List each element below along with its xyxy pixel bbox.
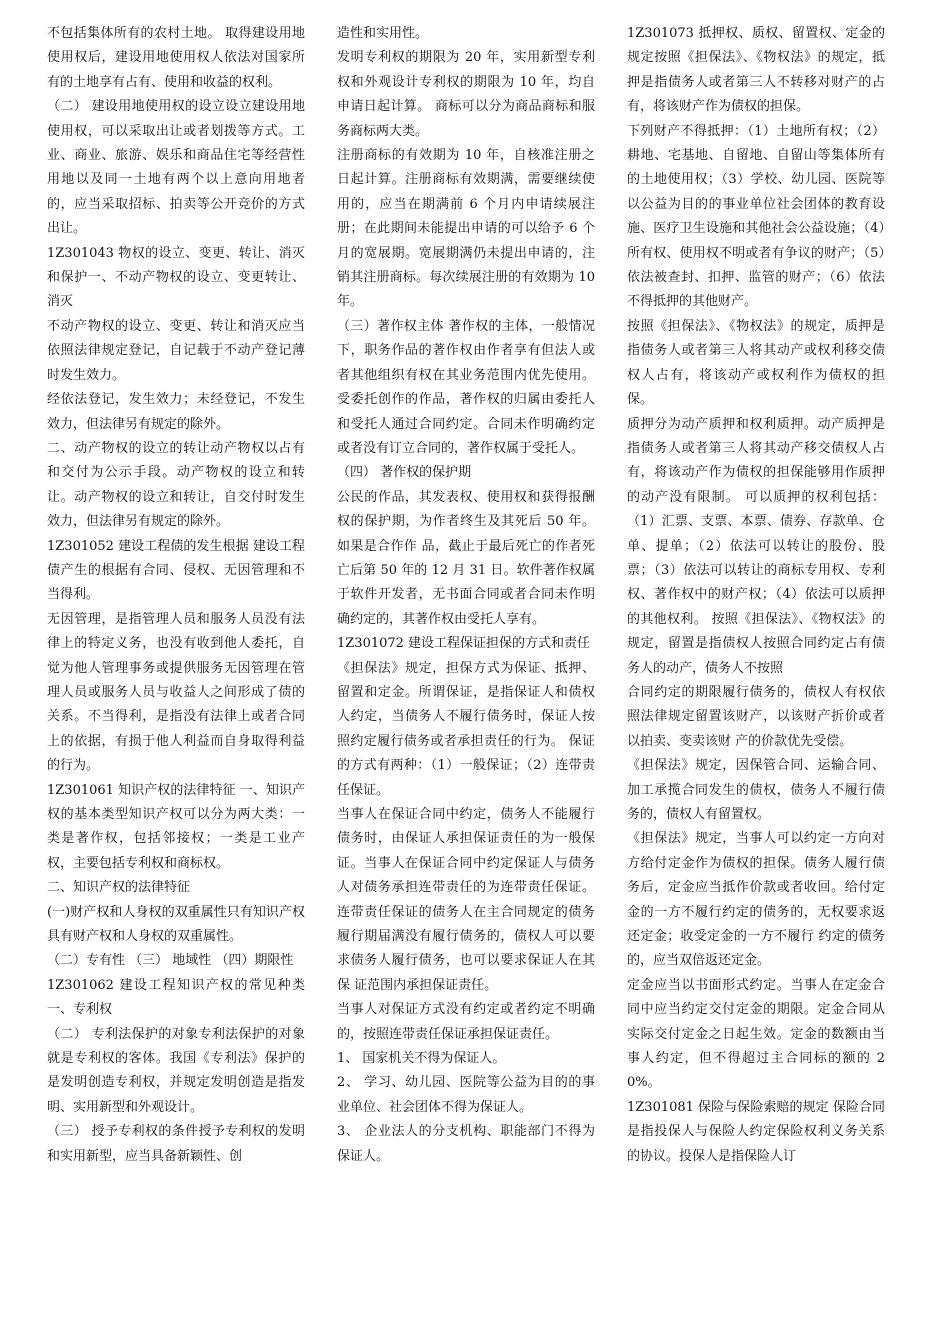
text-column-2	[337, 22, 595, 1169]
text-column-1	[47, 22, 305, 1169]
paragraph: 3、 企业法人的分支机构、职能部门不得为保证人。	[337, 1124, 595, 1164]
paragraph: 2、 学习、幼儿园、医院等公益为目的的事业单位、社会团体不得为保证人。	[337, 1075, 595, 1115]
paragraph: 二、知识产权的法律特征	[47, 880, 191, 896]
paragraph: 合同约定的期限履行债务的，债权人有权依照法律规定留置该财产，以该财产折价或者以拍卖、变卖该财 产的价款优先受偿。	[627, 684, 885, 749]
paragraph: （二）专有性 （三） 地域性 （四）期限性	[47, 953, 294, 969]
paragraph: 《担保法》规定，因保管合同、运输合同、加工承揽合同发生的债权，债务人不履行债务的，债权人有留置权。	[627, 758, 885, 822]
paragraph: 二、动产物权的设立的转让动产物权以占有和交付为公示手段。动产物权的设立和转让。动产物权的设立和转让，自交付时发生效力，但法律另有规定的除外。	[47, 440, 305, 530]
paragraph: 下列财产不得抵押：（1）土地所有权；（2）耕地、宅基地、自留地、自留山等集体所有的土地使用权；（3）学校、幼儿园、医院等以公益为目的的事业单位社会团体的教育设施、医疗卫生设施和其他社会公益设施；（4）所有权、使用权不明或者有争议的财产；（5）依法被查封、扣押、监管的财产；（6）依法不得抵押的其他财产。	[627, 123, 885, 310]
paragraph: 无因管理，是指管理人员和服务人员没有法律上的特定义务，也没有收到他人委托，自觉为他人管理事务或提供服务无因管理在管理人员或服务人员与收益人之间形成了债的关系。不当得利，是指没有法律上或者合同上的依据，有损于他人利益而自身取得利益的行为。	[47, 611, 305, 774]
paragraph: 不包括集体所有的农村土地。 取得建设用地使用权后，建设用地使用权人依法对国家所有的土地享有占有、使用和收益的权利。	[47, 26, 305, 90]
paragraph: 1Z301072 建设工程保证担保的方式和责任	[337, 636, 591, 652]
paragraph: 1Z301062 建设工程知识产权的常见种类一、专利权	[47, 977, 305, 1018]
paragraph: （三）著作权主体 著作权的主体，一般情况下，职务作品的著作权由作者享有但法人或者其他组织有权在其业务范围内优先使用。 受委托创作的作品，著作权的归属由委托人和受托人通过合同约定。合同未作明确约定或者没有订立合同的，著作权属于受托人。	[337, 318, 595, 456]
paragraph: 发明专利权的期限为 20 年，实用新型专利权和外观设计专利权的期限为 10 年，均自申请日起计算。 商标可以分为商品商标和服务商标两大类。	[337, 50, 595, 139]
paragraph: 注册商标的有效期为 10 年，自核准注册之日起计算。注册商标有效期满，需要继续使用的，应当在期满前 6 个月内申请续展注册；在此期间未能提出申请的可以给予 6 个月的宽展期。宽展期满仍未提出申请的，注销其注册商标。每次续展注册的有效期为 10 年。	[337, 148, 595, 310]
paragraph: 1Z301073 抵押权、质权、留置权、定金的规定按照《担保法》、《物权法》的规定，抵押是指债务人或者第三人不转移对财产的占有，将该财产作为债权的担保。	[627, 26, 885, 115]
paragraph: (一)财产权和人身权的双重属性只有知识产权具有财产权和人身权的双重属性。	[47, 904, 305, 945]
text-column-3	[627, 22, 885, 1169]
paragraph: 质押分为动产质押和权利质押。动产质押是指债务人或者第三人将其动产移交债权人占有，将该动产作为债权的担保能够用作质押的动产没有限制。 可以质押的权利包括：（1）汇票、支票、本票、债券、存款单、仓单、提单；（2）依法可以转让的股份、股票；（3）依法可以转让的商标专用权、专利权、著作权中的财产权；（4）依法可以质押的其他权利。 按照《担保法》、《物权法》的规定，留置是指债权人按照合同约定占有债务人的动产，债务人不按照	[627, 416, 885, 676]
paragraph: 公民的作品，其发表权、使用权和获得报酬权的保护期，为作者终生及其死后 50 年。如果是合作作 品，截止于最后死亡的作者死亡后第 50 年的 12 月 31 日。软件著作权属于软件开发者，无书面合同或者合同未作明确约定的，其著作权由受托人享有。	[337, 489, 595, 627]
paragraph: 1Z301081 保险与保险索赔的规定 保险合同是指投保人与保险人约定保险权利义务关系的协议。投保人是指保险人订	[627, 1099, 885, 1164]
paragraph: 《担保法》规定，当事人可以约定一方向对方给付定金作为债权的担保。债务人履行债务后，定金应当抵作价款或者收回。给付定金的一方不履行约定的债务的，无权要求返还定金；收受定金的一方不履行 约定的债务的，应当双倍返还定金。	[627, 831, 885, 969]
paragraph: 1Z301052 建设工程债的发生根据 建设工程债产生的根据有合同、侵权、无因管理和不当得利。	[47, 538, 305, 603]
paragraph: （四） 著作权的保护期	[337, 465, 472, 481]
paragraph: 造性和实用性。	[337, 26, 429, 41]
paragraph: （二） 建设用地使用权的设立设立建设用地使用权，可以采取出让或者划拨等方式。工业、商业、旅游、娱乐和商品住宅等经营性用地以及同一土地有两个以上意向用地者的，应当采取招标、拍卖等公开竞价的方式出让。	[47, 99, 305, 237]
paragraph: 《担保法》规定，担保方式为保证、抵押、留置和定金。所谓保证，是指保证人和债权人约定，当债务人不履行债务时，保证人按照约定履行债务或者承担责任的行为。 保证的方式有两种：（1）一般保证；（2）连带责任保证。	[337, 660, 595, 798]
paragraph: 经依法登记，发生效力；未经登记，不发生效力，但法律另有规定的除外。	[47, 392, 305, 432]
paragraph: （三） 授予专利权的条件授予专利权的发明和实用新型，应当具备新颖性、创	[47, 1124, 305, 1164]
paragraph: 1、 国家机关不得为保证人。	[337, 1051, 506, 1067]
paragraph: 不动产物权的设立、变更、转让和消灭应当依照法律规定登记，自记载于不动产登记薄时发生效力。	[47, 318, 305, 383]
paragraph: 当事人对保证方式没有约定或者约定不明确的，按照连带责任保证承担保证责任。	[337, 1002, 595, 1042]
paragraph: 当事人在保证合同中约定，债务人不能履行债务时，由保证人承担保证责任的为一般保证。当事人在保证合同中约定保证人与债务人对债务承担连带责任的为连带责任保证。连带责任保证的债务人在主合同规定的债务履行期届满没有履行债务的，债权人可以要求债务人履行债务，也可以要求保证人在其保 证范围内承担保证责任。	[337, 807, 595, 993]
paragraph: 按照《担保法》、《物权法》的规定，质押是指债务人或者第三人将其动产或权利移交债权人占有，将该动产或权利作为债权的担保。	[627, 318, 885, 408]
paragraph: 1Z301043 物权的设立、变更、转让、消灭和保护一、不动产物权的设立、变更转让、消灭	[47, 245, 305, 310]
paragraph: 定金应当以书面形式约定。当事人在定金合同中应当约定交付定金的期限。定金合同从实际交付定金之日起生效。定金的数额由当事人约定，但不得超过主合同标的额的 20%。	[627, 977, 885, 1091]
paragraph: （二） 专利法保护的对象专利法保护的对象就是专利权的客体。我国《专利法》保护的是发明创造专利权，并规定发明创造是指发明、实用新型和外观设计。	[47, 1026, 305, 1115]
paragraph: 1Z301061 知识产权的法律特征 一、知识产权的基本类型知识产权可以分为两大类：一类是著作权，包括邻接权；一类是工业产权，主要包括专利权和商标权。	[47, 782, 305, 871]
